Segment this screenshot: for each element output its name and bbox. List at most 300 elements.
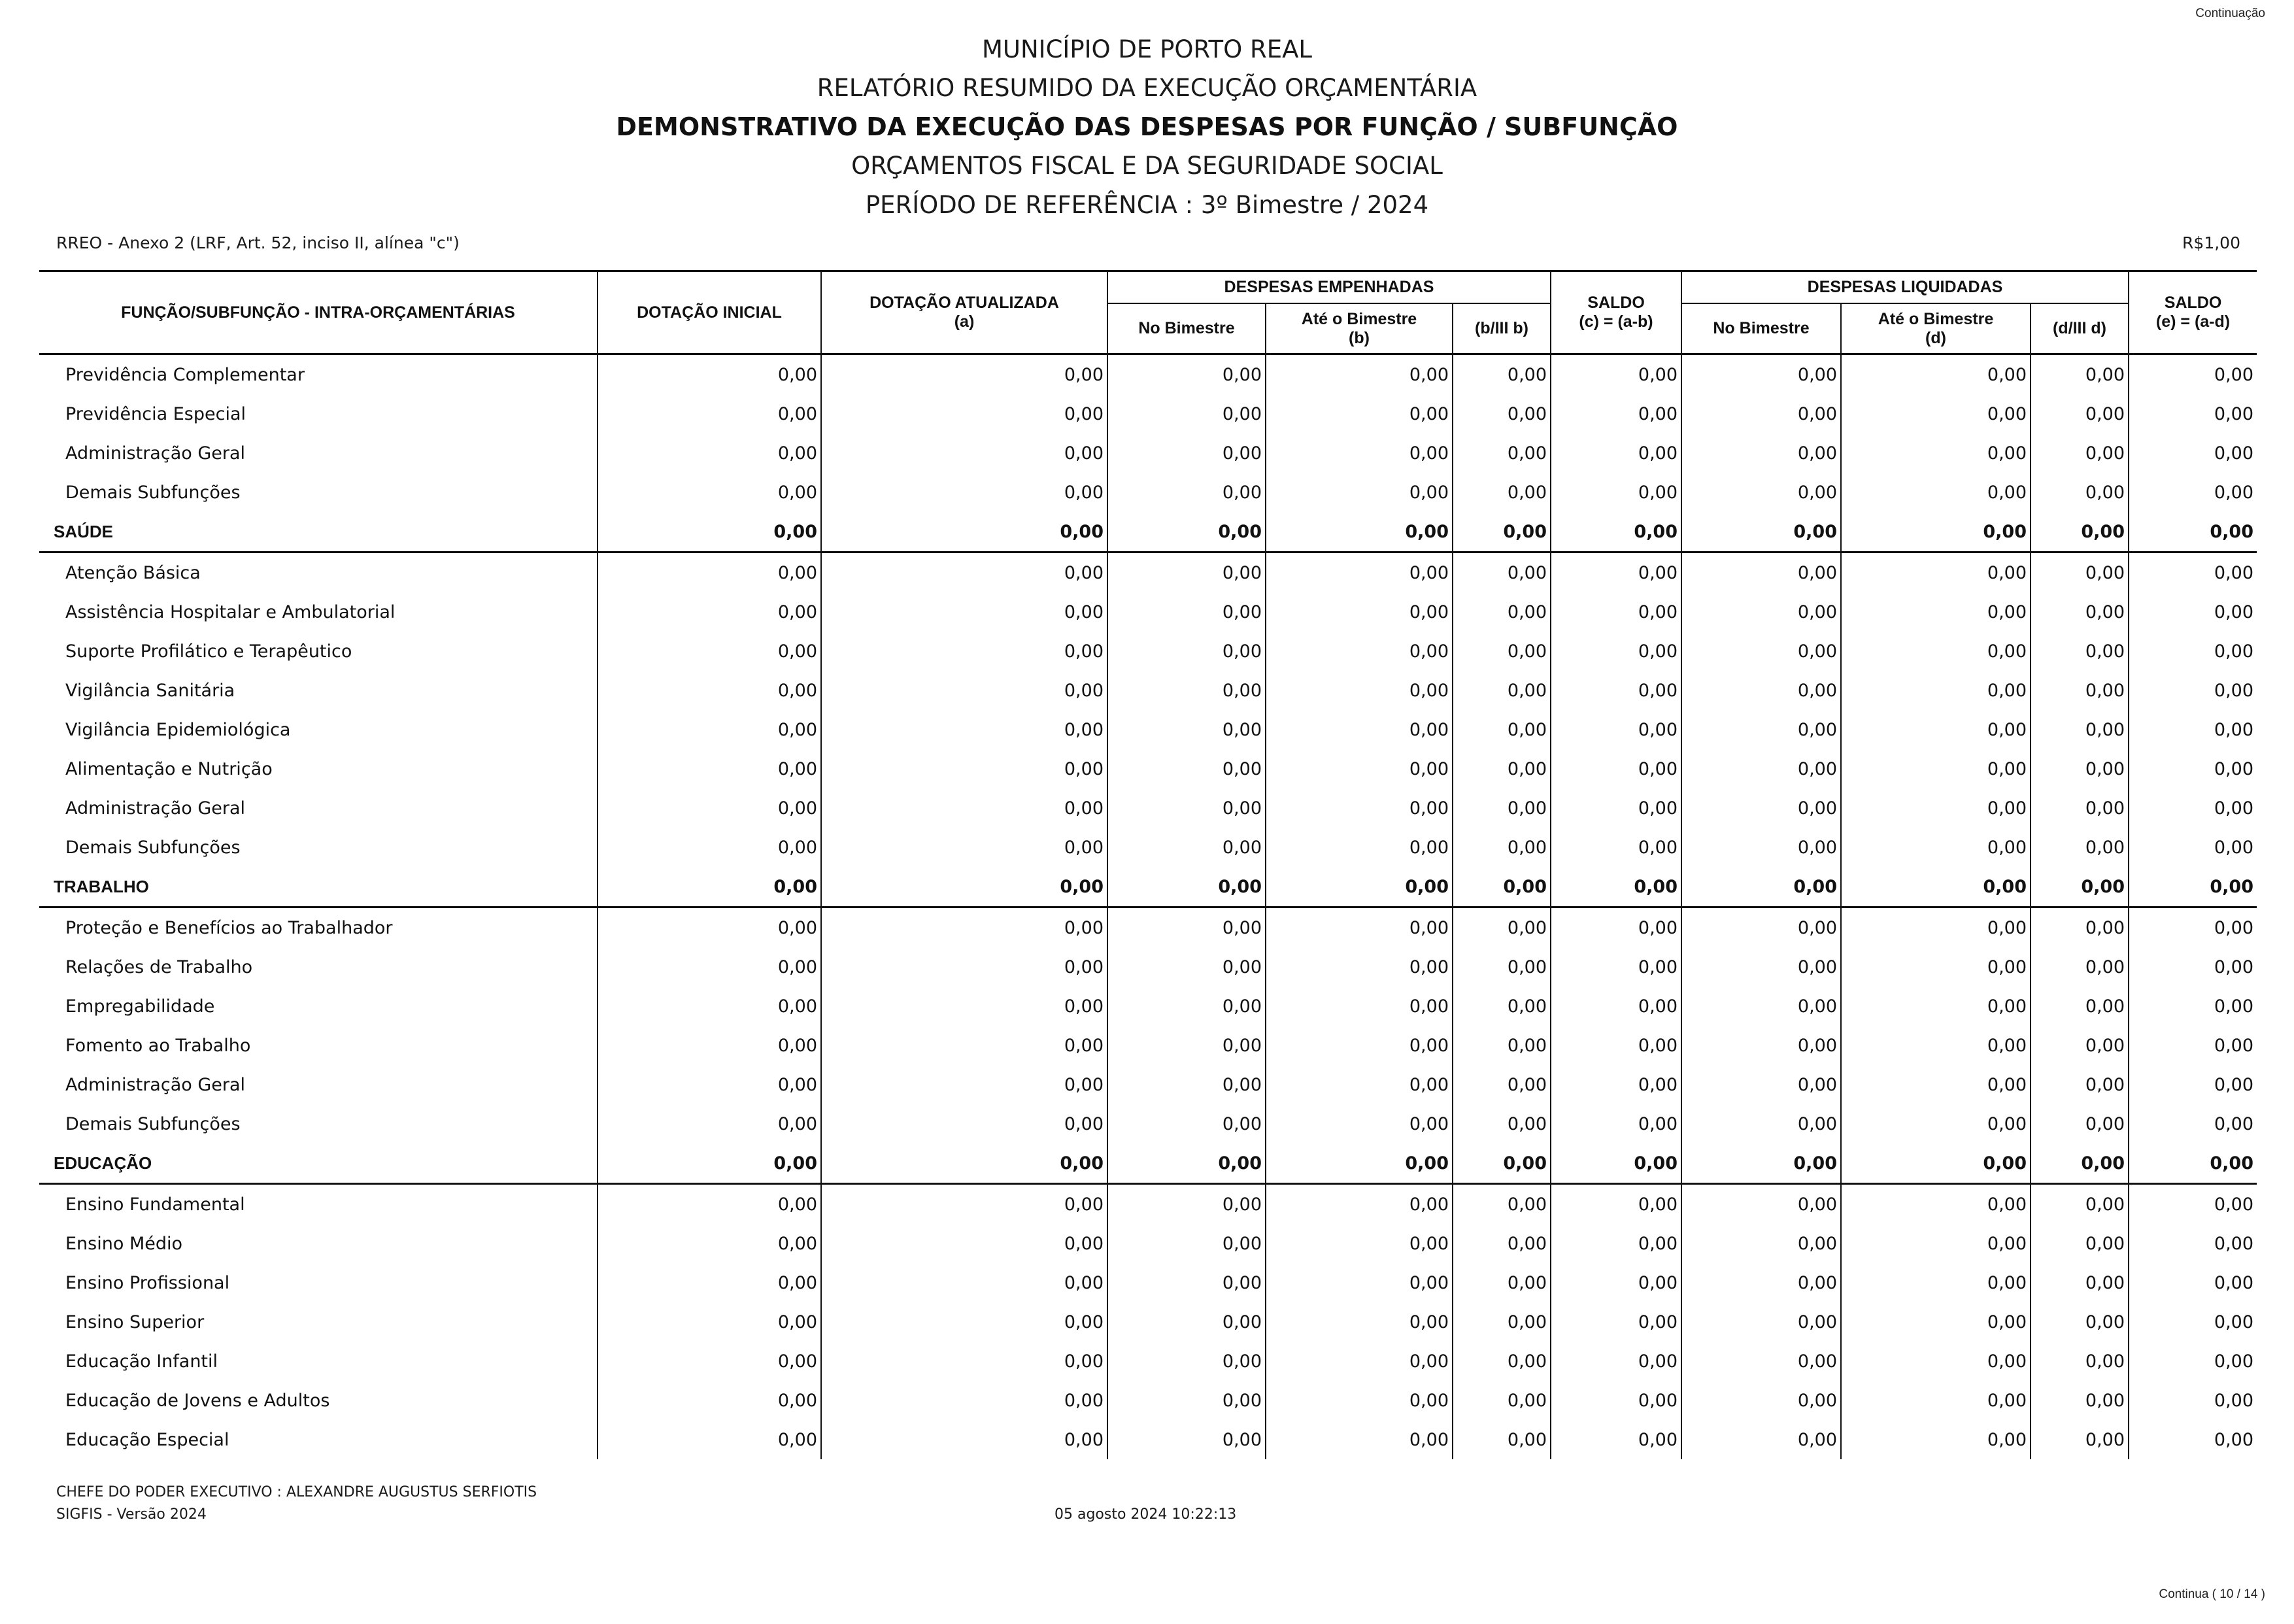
value-cell: 0,00 [1841,1302,2031,1342]
value-cell: 0,00 [1107,592,1266,632]
value-cell: 0,00 [1266,1420,1453,1459]
table-row [39,1065,2257,1104]
value-cell: 0,00 [1681,671,1841,710]
value-cell: 0,00 [1453,1143,1551,1184]
subfunction-label: Demais Subfunções [65,482,241,503]
value-cell: 0,00 [1453,1184,1551,1225]
value-cell: 0,00 [2031,632,2129,671]
table-row [39,1184,2257,1225]
value-cell: 0,00 [1107,749,1266,788]
subfunction-label: Previdência Complementar [65,364,305,385]
value-cell: 0,00 [598,1065,821,1104]
generated-timestamp: 05 agosto 2024 10:22:13 [1054,1506,1237,1523]
system-version: SIGFIS - Versão 2024 [56,1506,207,1523]
value-cell: 0,00 [1453,1104,1551,1143]
value-cell: 0,00 [1551,394,1681,433]
executive-chief: CHEFE DO PODER EXECUTIVO : ALEXANDRE AUGUSTUS SERFIOTIS [56,1484,537,1500]
value-cell: 0,00 [1453,1302,1551,1342]
statement-title: DEMONSTRATIVO DA EXECUÇÃO DAS DESPESAS POR FUNÇÃO / SUBFUNÇÃO [616,112,1678,141]
subfunction-label: Ensino Médio [65,1233,183,1254]
col-saldo-e: SALDO (e) = (a-d) [2129,271,2257,354]
value-cell: 0,00 [2129,749,2257,788]
value-cell: 0,00 [598,1302,821,1342]
value-cell: 0,00 [2031,552,2129,593]
table-row [39,1104,2257,1143]
value-cell: 0,00 [1453,907,1551,948]
value-cell: 0,00 [1551,592,1681,632]
col-empenhadas-ate-bimestre: Até o Bimestre (b) [1266,303,1453,354]
value-cell: 0,00 [1841,552,2031,593]
function-total-row [39,512,2257,552]
value-cell: 0,00 [2129,1381,2257,1420]
value-cell: 0,00 [1841,867,2031,907]
subfunction-label: Educação Infantil [65,1351,218,1372]
subfunction-label: Relações de Trabalho [65,956,253,977]
value-cell: 0,00 [2129,552,2257,593]
value-cell: 0,00 [598,632,821,671]
value-cell: 0,00 [1551,512,1681,552]
value-cell: 0,00 [821,473,1107,512]
value-cell: 0,00 [2129,828,2257,867]
value-cell: 0,00 [821,1420,1107,1459]
table-row [39,592,2257,632]
value-cell: 0,00 [1266,433,1453,473]
value-cell: 0,00 [598,354,821,395]
value-cell: 0,00 [1681,512,1841,552]
value-cell: 0,00 [1681,1420,1841,1459]
value-cell: 0,00 [1107,1224,1266,1263]
value-cell: 0,00 [1453,552,1551,593]
table-row [39,632,2257,671]
value-cell: 0,00 [821,788,1107,828]
value-cell: 0,00 [1266,1143,1453,1184]
value-cell: 0,00 [1681,1143,1841,1184]
value-cell: 0,00 [821,552,1107,593]
value-cell: 0,00 [1841,788,2031,828]
value-cell: 0,00 [1551,552,1681,593]
value-cell: 0,00 [598,592,821,632]
value-cell: 0,00 [1453,1342,1551,1381]
value-cell: 0,00 [1841,671,2031,710]
value-cell: 0,00 [1107,1143,1266,1184]
value-cell: 0,00 [1551,354,1681,395]
subfunction-label: Vigilância Sanitária [65,680,235,701]
reference-period: PERÍODO DE REFERÊNCIA : 3º Bimestre / 2024 [865,191,1429,219]
value-cell: 0,00 [821,867,1107,907]
value-cell: 0,00 [1107,710,1266,749]
value-cell: 0,00 [1681,749,1841,788]
value-cell: 0,00 [1551,1420,1681,1459]
subfunction-label: Educação de Jovens e Adultos [65,1390,330,1411]
value-cell: 0,00 [1551,788,1681,828]
value-cell: 0,00 [1107,473,1266,512]
value-cell: 0,00 [2031,1420,2129,1459]
value-cell: 0,00 [1681,552,1841,593]
value-cell: 0,00 [598,1026,821,1065]
value-cell: 0,00 [1551,867,1681,907]
value-cell: 0,00 [1266,1381,1453,1420]
value-cell: 0,00 [598,907,821,948]
value-cell: 0,00 [598,1143,821,1184]
subfunction-label: Fomento ao Trabalho [65,1035,251,1056]
value-cell: 0,00 [2031,788,2129,828]
col-dotacao-atualizada: DOTAÇÃO ATUALIZADA (a) [821,271,1107,354]
value-cell: 0,00 [1551,1381,1681,1420]
value-cell: 0,00 [821,828,1107,867]
value-cell: 0,00 [1266,592,1453,632]
value-cell: 0,00 [1841,1184,2031,1225]
value-cell: 0,00 [2129,394,2257,433]
value-cell: 0,00 [2031,987,2129,1026]
subfunction-label: Ensino Profissional [65,1272,230,1293]
value-cell: 0,00 [1107,907,1266,948]
value-cell: 0,00 [1266,1224,1453,1263]
value-cell: 0,00 [2129,433,2257,473]
value-cell: 0,00 [2129,1420,2257,1459]
value-cell: 0,00 [1841,1263,2031,1302]
value-cell: 0,00 [598,1420,821,1459]
value-cell: 0,00 [1453,1381,1551,1420]
value-cell: 0,00 [1681,907,1841,948]
subfunction-label: Alimentação e Nutrição [65,758,273,779]
value-cell: 0,00 [2031,1302,2129,1342]
value-cell: 0,00 [1681,1104,1841,1143]
value-cell: 0,00 [1107,632,1266,671]
value-cell: 0,00 [1266,1184,1453,1225]
subfunction-label: Ensino Superior [65,1311,205,1332]
subfunction-label: Suporte Profilático e Terapêutico [65,641,352,662]
subfunction-label: Demais Subfunções [65,1113,241,1134]
value-cell: 0,00 [1551,828,1681,867]
value-cell: 0,00 [1453,512,1551,552]
value-cell: 0,00 [1681,1184,1841,1225]
value-cell: 0,00 [1841,433,2031,473]
value-cell: 0,00 [821,1104,1107,1143]
table-row [39,788,2257,828]
value-cell: 0,00 [1681,947,1841,987]
value-cell: 0,00 [1453,947,1551,987]
value-cell: 0,00 [1107,433,1266,473]
table-row [39,473,2257,512]
value-cell: 0,00 [1841,354,2031,395]
value-cell: 0,00 [1681,987,1841,1026]
value-cell: 0,00 [1841,1381,2031,1420]
value-cell: 0,00 [2031,671,2129,710]
value-cell: 0,00 [598,552,821,593]
table-row [39,749,2257,788]
table-row [39,947,2257,987]
table-row [39,354,2257,395]
value-cell: 0,00 [1551,907,1681,948]
table-row [39,1263,2257,1302]
subfunction-label: Atenção Básica [65,562,201,583]
value-cell: 0,00 [1107,394,1266,433]
value-cell: 0,00 [2129,592,2257,632]
value-cell: 0,00 [598,710,821,749]
municipality-title: MUNICÍPIO DE PORTO REAL [981,35,1313,63]
value-cell: 0,00 [1107,1026,1266,1065]
value-cell: 0,00 [1841,1104,2031,1143]
value-cell: 0,00 [598,749,821,788]
col-empenhadas-pct: (b/III b) [1453,303,1551,354]
value-cell: 0,00 [821,433,1107,473]
value-cell: 0,00 [1551,1184,1681,1225]
value-cell: 0,00 [821,1224,1107,1263]
value-cell: 0,00 [1681,433,1841,473]
col-saldo-c: SALDO (c) = (a-b) [1551,271,1681,354]
value-cell: 0,00 [2031,394,2129,433]
value-cell: 0,00 [1266,671,1453,710]
value-cell: 0,00 [1681,1065,1841,1104]
value-cell: 0,00 [1266,947,1453,987]
value-cell: 0,00 [598,394,821,433]
value-cell: 0,00 [1266,867,1453,907]
value-cell: 0,00 [821,354,1107,395]
value-cell: 0,00 [598,433,821,473]
value-cell: 0,00 [1453,394,1551,433]
value-cell: 0,00 [598,947,821,987]
value-cell: 0,00 [1551,1263,1681,1302]
value-cell: 0,00 [2031,1143,2129,1184]
value-cell: 0,00 [1681,592,1841,632]
col-liquidadas-pct: (d/III d) [2031,303,2129,354]
value-cell: 0,00 [2129,1224,2257,1263]
value-cell: 0,00 [598,473,821,512]
value-cell: 0,00 [1453,473,1551,512]
value-cell: 0,00 [2031,749,2129,788]
value-cell: 0,00 [1841,947,2031,987]
value-cell: 0,00 [1841,1420,2031,1459]
value-cell: 0,00 [2031,828,2129,867]
table-row [39,987,2257,1026]
value-cell: 0,00 [1107,1420,1266,1459]
value-cell: 0,00 [2129,632,2257,671]
value-cell: 0,00 [821,1026,1107,1065]
value-cell: 0,00 [2129,867,2257,907]
value-cell: 0,00 [1453,1026,1551,1065]
table-row [39,828,2257,867]
value-cell: 0,00 [821,710,1107,749]
value-cell: 0,00 [598,1342,821,1381]
table-row [39,1420,2257,1459]
value-cell: 0,00 [1841,512,2031,552]
value-cell: 0,00 [821,512,1107,552]
table-row [39,671,2257,710]
value-cell: 0,00 [2129,1302,2257,1342]
value-cell: 0,00 [1266,354,1453,395]
subfunction-label: Proteção e Benefícios ao Trabalhador [65,917,393,938]
value-cell: 0,00 [598,788,821,828]
value-cell: 0,00 [2031,1104,2129,1143]
value-cell: 0,00 [2129,1104,2257,1143]
value-cell: 0,00 [1107,1263,1266,1302]
value-cell: 0,00 [821,947,1107,987]
value-cell: 0,00 [821,749,1107,788]
value-cell: 0,00 [1107,1184,1266,1225]
value-cell: 0,00 [1551,947,1681,987]
value-cell: 0,00 [1681,1026,1841,1065]
value-cell: 0,00 [1266,987,1453,1026]
value-cell: 0,00 [1551,473,1681,512]
value-cell: 0,00 [598,1263,821,1302]
value-cell: 0,00 [1107,828,1266,867]
table-row [39,433,2257,473]
value-cell: 0,00 [1551,1302,1681,1342]
value-cell: 0,00 [1551,433,1681,473]
value-cell: 0,00 [1453,710,1551,749]
value-cell: 0,00 [2031,947,2129,987]
value-cell: 0,00 [821,632,1107,671]
value-cell: 0,00 [1841,1026,2031,1065]
value-cell: 0,00 [1453,867,1551,907]
value-cell: 0,00 [1453,987,1551,1026]
budget-scope: ORÇAMENTOS FISCAL E DA SEGURIDADE SOCIAL [851,152,1443,180]
subfunction-label: Administração Geral [65,798,246,819]
value-cell: 0,00 [1107,788,1266,828]
value-cell: 0,00 [1551,671,1681,710]
value-cell: 0,00 [1681,1302,1841,1342]
table-row [39,1302,2257,1342]
value-cell: 0,00 [1551,1104,1681,1143]
value-cell: 0,00 [1107,1104,1266,1143]
table-row [39,1224,2257,1263]
value-cell: 0,00 [1841,1342,2031,1381]
value-cell: 0,00 [1453,632,1551,671]
value-cell: 0,00 [1551,1224,1681,1263]
value-cell: 0,00 [1266,828,1453,867]
value-cell: 0,00 [1266,394,1453,433]
value-cell: 0,00 [2129,1065,2257,1104]
value-cell: 0,00 [1841,1065,2031,1104]
value-cell: 0,00 [1453,1420,1551,1459]
col-liquidadas-ate-bimestre: Até o Bimestre (d) [1841,303,2031,354]
value-cell: 0,00 [1551,632,1681,671]
value-cell: 0,00 [1681,354,1841,395]
value-cell: 0,00 [1266,512,1453,552]
value-cell: 0,00 [1266,749,1453,788]
value-cell: 0,00 [598,987,821,1026]
value-cell: 0,00 [2031,1184,2129,1225]
subfunction-label: Administração Geral [65,443,246,464]
value-cell: 0,00 [1453,1065,1551,1104]
value-cell: 0,00 [2129,512,2257,552]
table-row [39,710,2257,749]
value-cell: 0,00 [1453,671,1551,710]
value-cell: 0,00 [1266,1302,1453,1342]
value-cell: 0,00 [1453,354,1551,395]
value-cell: 0,00 [1841,1143,2031,1184]
value-cell: 0,00 [821,1381,1107,1420]
value-cell: 0,00 [821,907,1107,948]
value-cell: 0,00 [2129,1263,2257,1302]
value-cell: 0,00 [1841,394,2031,433]
table-row [39,1381,2257,1420]
function-total-row [39,1143,2257,1184]
value-cell: 0,00 [1453,433,1551,473]
value-cell: 0,00 [1841,710,2031,749]
value-cell: 0,00 [1551,1342,1681,1381]
subfunction-label: Demais Subfunções [65,837,241,858]
value-cell: 0,00 [1681,1381,1841,1420]
value-cell: 0,00 [1681,1224,1841,1263]
value-cell: 0,00 [2129,671,2257,710]
value-cell: 0,00 [1841,828,2031,867]
value-cell: 0,00 [1266,1263,1453,1302]
value-cell: 0,00 [2129,354,2257,395]
continuation-label: Continuação [2195,7,2265,20]
value-cell: 0,00 [2129,788,2257,828]
value-cell: 0,00 [1681,710,1841,749]
value-cell: 0,00 [1266,473,1453,512]
value-cell: 0,00 [1107,1381,1266,1420]
value-cell: 0,00 [1841,907,2031,948]
value-cell: 0,00 [2031,354,2129,395]
value-cell: 0,00 [2129,1026,2257,1065]
value-cell: 0,00 [1266,1342,1453,1381]
table-row [39,1342,2257,1381]
value-cell: 0,00 [2031,512,2129,552]
value-cell: 0,00 [821,592,1107,632]
value-cell: 0,00 [1551,987,1681,1026]
value-cell: 0,00 [2031,433,2129,473]
value-cell: 0,00 [821,1143,1107,1184]
col-dotacao-inicial: DOTAÇÃO INICIAL [598,271,821,354]
col-funcao: FUNÇÃO/SUBFUNÇÃO - INTRA-ORÇAMENTÁRIAS [39,271,598,354]
col-group-empenhadas: DESPESAS EMPENHADAS [1107,271,1551,304]
col-group-liquidadas: DESPESAS LIQUIDADAS [1681,271,2129,304]
value-cell: 0,00 [2031,1263,2129,1302]
value-cell: 0,00 [2129,1184,2257,1225]
value-cell: 0,00 [1266,632,1453,671]
table-row [39,394,2257,433]
value-cell: 0,00 [1107,1302,1266,1342]
col-empenhadas-no-bimestre: No Bimestre [1107,303,1266,354]
value-cell: 0,00 [1551,749,1681,788]
value-cell: 0,00 [821,1302,1107,1342]
function-label: SAÚDE [39,512,598,552]
function-total-row [39,867,2257,907]
value-cell: 0,00 [1681,1342,1841,1381]
value-cell: 0,00 [598,1104,821,1143]
value-cell: 0,00 [1681,828,1841,867]
table-row [39,907,2257,948]
subfunction-label: Assistência Hospitalar e Ambulatorial [65,601,396,622]
value-cell: 0,00 [1681,788,1841,828]
value-cell: 0,00 [1841,592,2031,632]
value-cell: 0,00 [1266,710,1453,749]
value-cell: 0,00 [1681,473,1841,512]
value-cell: 0,00 [2129,710,2257,749]
annex-label: RREO - Anexo 2 (LRF, Art. 52, inciso II, alínea "c") [56,233,460,252]
value-cell: 0,00 [2031,867,2129,907]
value-cell: 0,00 [2031,1381,2129,1420]
value-cell: 0,00 [1453,749,1551,788]
value-cell: 0,00 [1681,632,1841,671]
value-cell: 0,00 [1107,1065,1266,1104]
value-cell: 0,00 [598,867,821,907]
value-cell: 0,00 [1266,552,1453,593]
value-cell: 0,00 [821,987,1107,1026]
value-cell: 0,00 [1266,1026,1453,1065]
value-cell: 0,00 [1266,907,1453,948]
value-cell: 0,00 [598,828,821,867]
value-cell: 0,00 [598,1381,821,1420]
value-cell: 0,00 [1841,1224,2031,1263]
value-cell: 0,00 [1841,987,2031,1026]
value-cell: 0,00 [1107,671,1266,710]
currency-unit: R$1,00 [2182,233,2240,252]
subfunction-label: Educação Especial [65,1429,229,1450]
